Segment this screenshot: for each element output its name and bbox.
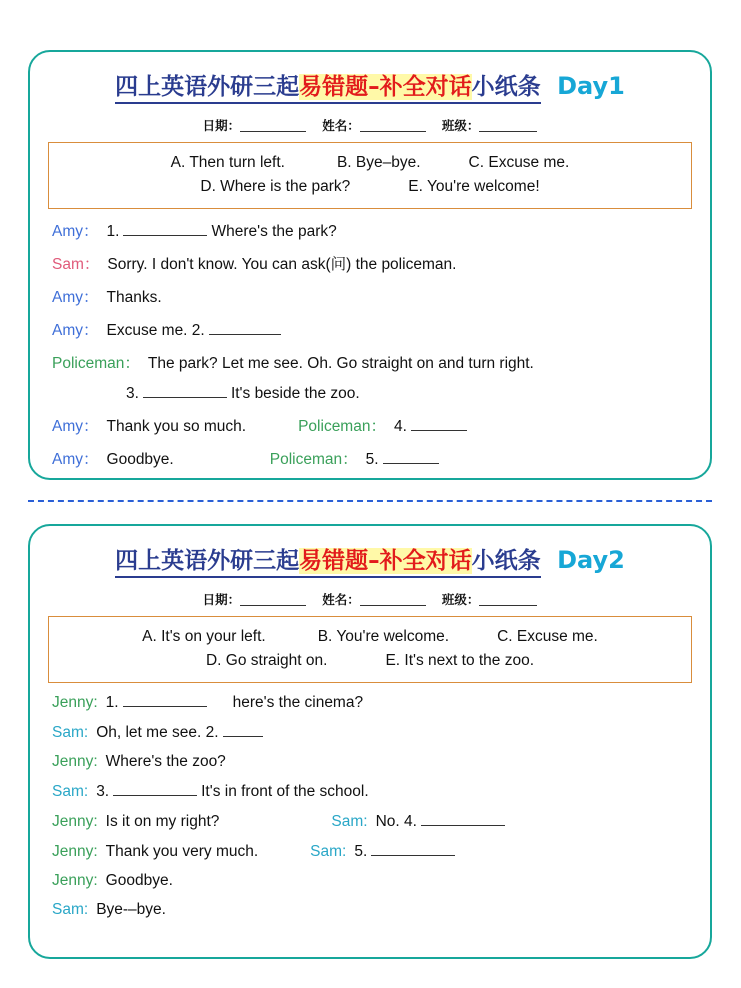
speaker-label: Jenny:	[52, 813, 98, 831]
meta-row-day1	[30, 116, 710, 134]
line-text: Thank you very much.	[105, 843, 259, 861]
option-b: B. Bye–bye.	[336, 154, 421, 171]
line-text: Excuse me. 2.	[106, 322, 205, 340]
line-text: here's the cinema?	[232, 694, 364, 712]
meta-class-label: 班级：	[441, 592, 480, 607]
dialogue-day1	[52, 219, 688, 469]
answer-blank[interactable]	[371, 842, 455, 856]
meta-class-blank[interactable]	[479, 119, 537, 132]
title-part-blue-1: 四上英语外研三起	[115, 548, 300, 574]
line-text: It's in front of the school.	[201, 783, 369, 801]
title-part-blue-2: 小纸条	[471, 74, 541, 100]
meta-name-label: 姓名：	[322, 592, 360, 607]
line-text: Thank you so much.	[106, 418, 247, 436]
line-text: Thanks.	[106, 289, 162, 307]
dialogue-line	[52, 252, 688, 274]
meta-date-blank[interactable]	[240, 119, 306, 132]
speaker-label: Policeman：	[52, 355, 140, 373]
answer-blank[interactable]	[143, 384, 227, 398]
line-text: Where's the park?	[211, 223, 337, 241]
speaker-label-secondary: Sam:	[310, 843, 347, 861]
blank-number: 5.	[365, 451, 379, 469]
speaker-label: Jenny:	[52, 843, 98, 861]
speaker-label: Sam:	[52, 724, 89, 742]
option-e: E. You're welcome!	[408, 178, 540, 196]
meta-row-day2	[30, 590, 710, 608]
answer-blank[interactable]	[123, 693, 207, 707]
answer-blank[interactable]	[223, 723, 263, 737]
blank-number: 5.	[354, 843, 368, 861]
speaker-label: Sam：	[52, 256, 100, 274]
dialogue-day2	[52, 693, 688, 919]
option-e: E. It's next to the zoo.	[385, 652, 535, 670]
title-part-red: 易错题–补全对话	[299, 548, 472, 574]
option-c: C. Excuse me.	[468, 154, 570, 171]
blank-number: 1.	[105, 694, 119, 712]
meta-name	[322, 119, 426, 134]
speaker-label: Amy：	[52, 418, 99, 436]
speaker-label: Amy：	[52, 322, 99, 340]
answer-blank[interactable]	[411, 417, 467, 431]
option-a: A. Then turn left.	[170, 154, 285, 171]
options-line-2	[55, 649, 685, 673]
line-text: Goodbye.	[106, 451, 174, 469]
option-c: C. Excuse me.	[497, 628, 598, 645]
meta-class	[442, 593, 538, 608]
answer-blank[interactable]	[383, 450, 439, 464]
speaker-label: Jenny:	[52, 753, 98, 771]
speaker-label-secondary: Policeman：	[298, 418, 386, 436]
answer-blank[interactable]	[421, 812, 505, 826]
line-text: Sorry. I don't know. You can ask(问) the policeman.	[107, 256, 457, 274]
line-text: Bye-–bye.	[96, 901, 166, 919]
dialogue-line	[52, 219, 688, 241]
title-day-label: Day2	[557, 546, 625, 574]
options-line-2	[55, 175, 685, 199]
line-text: Is it on my right?	[105, 813, 220, 831]
blank-number: 3.	[126, 385, 139, 403]
option-b: B. You're welcome.	[317, 628, 450, 645]
worksheet-card-day2	[28, 524, 712, 959]
option-d: D. Where is the park?	[200, 178, 351, 196]
cut-line-divider	[28, 500, 712, 502]
dialogue-line	[52, 414, 688, 436]
speaker-label: Jenny:	[52, 694, 98, 712]
options-line-1	[55, 625, 685, 649]
speaker-label: Jenny:	[52, 872, 98, 890]
meta-class-label: 班级：	[441, 118, 480, 133]
options-box-day1	[48, 142, 692, 209]
dialogue-line	[52, 723, 688, 742]
meta-name-blank[interactable]	[360, 593, 426, 606]
meta-date-label: 日期：	[202, 118, 241, 133]
title-day-label: Day1	[557, 72, 625, 100]
dialogue-line	[52, 285, 688, 307]
meta-date	[203, 593, 307, 608]
speaker-label-secondary: Sam:	[331, 813, 368, 831]
speaker-label: Amy：	[52, 451, 99, 469]
meta-class	[442, 119, 538, 134]
answer-blank[interactable]	[123, 222, 207, 236]
answer-blank[interactable]	[113, 782, 197, 796]
title-part-blue-1: 四上英语外研三起	[115, 74, 300, 100]
meta-name-blank[interactable]	[360, 119, 426, 132]
meta-name-label: 姓名：	[322, 118, 360, 133]
dialogue-line	[52, 872, 688, 890]
dialogue-line	[52, 812, 688, 831]
blank-number: No. 4.	[375, 813, 417, 831]
title-underlined-group	[115, 68, 541, 104]
line-text: Goodbye.	[105, 872, 173, 890]
title-part-red: 易错题–补全对话	[299, 74, 472, 100]
dialogue-line	[52, 901, 688, 919]
title-part-blue-2: 小纸条	[471, 548, 541, 574]
title-underlined-group	[115, 542, 541, 578]
meta-name	[322, 593, 426, 608]
worksheet-title-day1	[30, 52, 710, 104]
dialogue-line	[52, 782, 688, 801]
meta-date	[203, 119, 307, 134]
dialogue-line	[52, 351, 688, 373]
dialogue-line	[52, 842, 688, 861]
dialogue-line	[52, 693, 688, 712]
speaker-label: Amy：	[52, 289, 99, 307]
speaker-label: Sam:	[52, 901, 89, 919]
options-line-1	[55, 151, 685, 175]
meta-date-blank[interactable]	[240, 593, 306, 606]
line-text: Oh, let me see. 2.	[96, 724, 219, 742]
speaker-label: Sam:	[52, 783, 89, 801]
speaker-label: Amy：	[52, 223, 99, 241]
line-text: It's beside the zoo.	[230, 385, 360, 403]
blank-number: 4.	[393, 418, 407, 436]
dialogue-line	[52, 318, 688, 340]
blank-number: 3.	[96, 783, 110, 801]
answer-blank[interactable]	[209, 321, 281, 335]
option-a: A. It's on your left.	[142, 628, 266, 645]
options-box-day2	[48, 616, 692, 683]
option-d: D. Go straight on.	[205, 652, 328, 670]
worksheet-title-day2	[30, 526, 710, 578]
blank-number: 1.	[106, 223, 120, 241]
worksheet-card-day1	[28, 50, 712, 480]
dialogue-line	[52, 447, 688, 469]
speaker-label-secondary: Policeman：	[269, 451, 358, 469]
dialogue-line	[52, 384, 688, 403]
meta-date-label: 日期：	[202, 592, 241, 607]
line-text: The park? Let me see. Oh. Go straight on and turn right.	[147, 355, 534, 373]
dialogue-line	[52, 753, 688, 771]
meta-class-blank[interactable]	[479, 593, 537, 606]
line-text: Where's the zoo?	[105, 753, 226, 771]
